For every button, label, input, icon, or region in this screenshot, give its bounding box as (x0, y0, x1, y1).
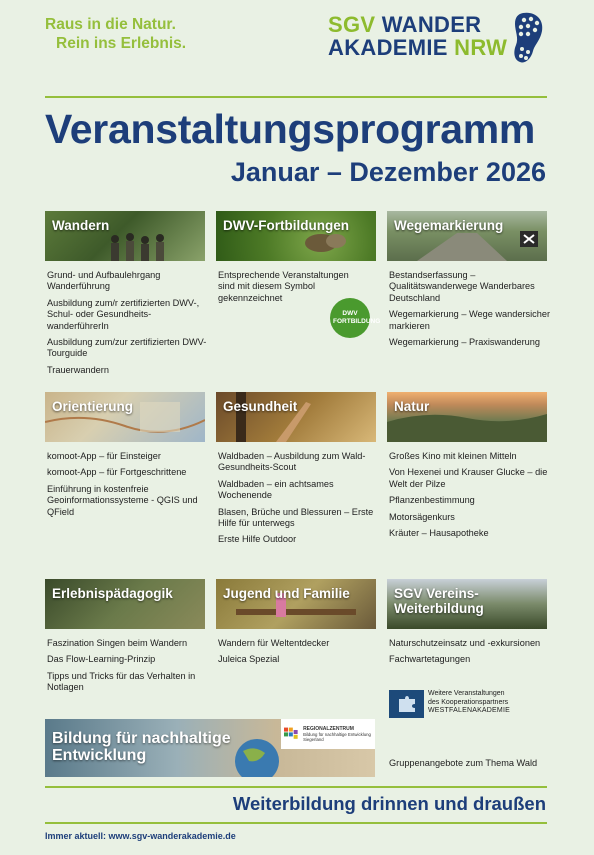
bne-logo-sub: Bildung für nachhaltige Entwicklung Siegerland (303, 731, 371, 742)
category-label: Wandern (52, 218, 110, 233)
list-item[interactable]: Kräuter – Hausapotheke (389, 528, 489, 539)
list-item[interactable]: komoot-App – für Fortgeschrittene (47, 467, 187, 478)
list-jugend (218, 638, 383, 671)
category-card-sgv-vereins[interactable] (387, 579, 547, 629)
category-card-gesundheit[interactable] (216, 392, 376, 442)
list-item[interactable]: Grund- und Aufbaulehrgang Wanderführung (47, 270, 161, 292)
tagline (45, 15, 186, 53)
bne-label: Bildung für nachhaltige Entwicklung (52, 730, 231, 764)
dwv-badge-text: DWV FORTBILDUNG (333, 310, 381, 325)
list-item: Entsprechende Veranstaltungen sind mit diesem Symbol gekennzeichnet (218, 270, 349, 303)
list-erlebnispaedagogik (47, 638, 212, 699)
list-item[interactable]: Wegemarkierung – Wege wandersicher markieren (389, 309, 551, 331)
list-item[interactable]: Ausbildung zum/zur zertifizierten DWV-Tourguide (47, 337, 207, 359)
list-item[interactable]: Das Flow-Learning-Prinzip (47, 654, 156, 665)
list-item[interactable]: Naturschutzeinsatz und -exkursionen (389, 638, 541, 648)
logo-sgv: SGV (328, 12, 376, 37)
category-label: Gesundheit (223, 399, 298, 414)
category-card-jugend[interactable] (216, 579, 376, 629)
category-label: Jugend und Familie (223, 586, 350, 601)
logo-nrw: NRW (454, 35, 508, 60)
category-label: Orientierung (52, 399, 134, 414)
list-sgv-vereins (389, 638, 554, 671)
list-item[interactable]: Juleica Spezial (218, 654, 280, 665)
logo-akademie: AKADEMIE (328, 35, 448, 60)
top-divider (45, 96, 547, 98)
list-item[interactable]: Trauerwandern (47, 364, 109, 375)
puzzle-icon (389, 690, 424, 718)
list-item[interactable]: Waldbaden – ein achtsames Wochenende (218, 478, 334, 501)
list-item[interactable]: komoot-App – für Einsteiger (47, 451, 161, 461)
list-item[interactable]: Faszination Singen beim Wandern (47, 638, 188, 648)
list-item[interactable]: Einführung in kostenfreie Geoinformationssysteme - QGIS und QField (47, 483, 198, 517)
category-card-dwv[interactable] (216, 211, 376, 261)
footer-divider (45, 822, 547, 824)
category-label: Erlebnispädagogik (52, 586, 173, 601)
boot-print-icon (511, 11, 545, 65)
partner-text-1: Weitere Veranstaltungen (428, 690, 505, 697)
list-orientierung (47, 451, 212, 523)
list-item[interactable]: Tipps und Tricks für das Verhalten in Notlagen (47, 670, 196, 693)
website-link[interactable]: Immer aktuell: www.sgv-wanderakademie.de (45, 831, 236, 841)
page-subtitle: Januar – Dezember 2026 (230, 157, 546, 187)
list-item[interactable]: Fachwartetagungen (389, 654, 471, 665)
category-label: SGV Vereins-Weiterbildung (394, 586, 484, 616)
logo[interactable] (328, 14, 507, 59)
group-offer[interactable]: Gruppenangebote zum Thema Wald (389, 758, 538, 768)
tagline-line-2: Rein ins Erlebnis. (56, 35, 187, 52)
list-item[interactable]: Wandern für Weltentdecker (218, 638, 330, 648)
list-gesundheit (218, 451, 383, 551)
bne-logo-icon (284, 726, 300, 742)
list-item[interactable]: Bestandserfassung – Qualitätswanderwege Wanderbares Deutschland (389, 270, 535, 303)
category-label: Natur (394, 399, 430, 414)
category-card-erlebnispaedagogik[interactable] (45, 579, 205, 629)
logo-wander: WANDER (381, 12, 482, 37)
list-item[interactable]: Großes Kino mit kleinen Mitteln (389, 451, 517, 461)
list-item[interactable]: Waldbaden – Ausbildung zum Wald-Gesundheits-Scout (218, 451, 366, 473)
list-wandern (47, 270, 212, 381)
bne-logo-title: REGIONALZENTRUM (303, 725, 354, 732)
list-wegemarkierung (389, 270, 554, 353)
category-card-natur[interactable] (387, 392, 547, 442)
list-item[interactable]: Erste Hilfe Outdoor (218, 534, 297, 545)
partner-text-3: WESTFALENAKADEMIE (428, 707, 510, 714)
category-card-wandern[interactable] (45, 211, 205, 261)
list-item[interactable]: Motorsägenkurs (389, 511, 455, 522)
list-item[interactable]: Ausbildung zum/r zertifizierten DWV-, Schul- oder Gesundheits-wanderführerIn (47, 297, 200, 331)
list-item[interactable]: Blasen, Brüche und Blessuren – Erste Hilfe für unterwegs (218, 506, 374, 529)
category-card-wegemarkierung[interactable] (387, 211, 547, 261)
list-item[interactable]: Wegemarkierung – Praxiswanderung (389, 337, 540, 348)
category-label: Wegemarkierung (394, 218, 504, 233)
slogan: Weiterbildung drinnen und draußen (232, 793, 546, 814)
page-title: Veranstaltungsprogramm (45, 106, 536, 152)
category-label: DWV-Fortbildungen (223, 218, 349, 233)
dwv-badge-icon (330, 298, 381, 338)
list-natur (389, 451, 554, 544)
bottom-divider (45, 786, 547, 788)
bne-banner[interactable] (45, 719, 375, 777)
partner-info[interactable] (428, 690, 510, 716)
tagline-line-1: Raus in die Natur. (45, 16, 176, 33)
regionalzentrum-logo (281, 719, 375, 749)
partner-text-2: des Kooperationspartners (428, 698, 509, 706)
list-item[interactable]: Von Hexenei und Krauser Glucke – die Welt der Pilze (389, 467, 548, 489)
category-card-orientierung[interactable] (45, 392, 205, 442)
list-item[interactable]: Pflanzenbestimmung (389, 495, 475, 506)
